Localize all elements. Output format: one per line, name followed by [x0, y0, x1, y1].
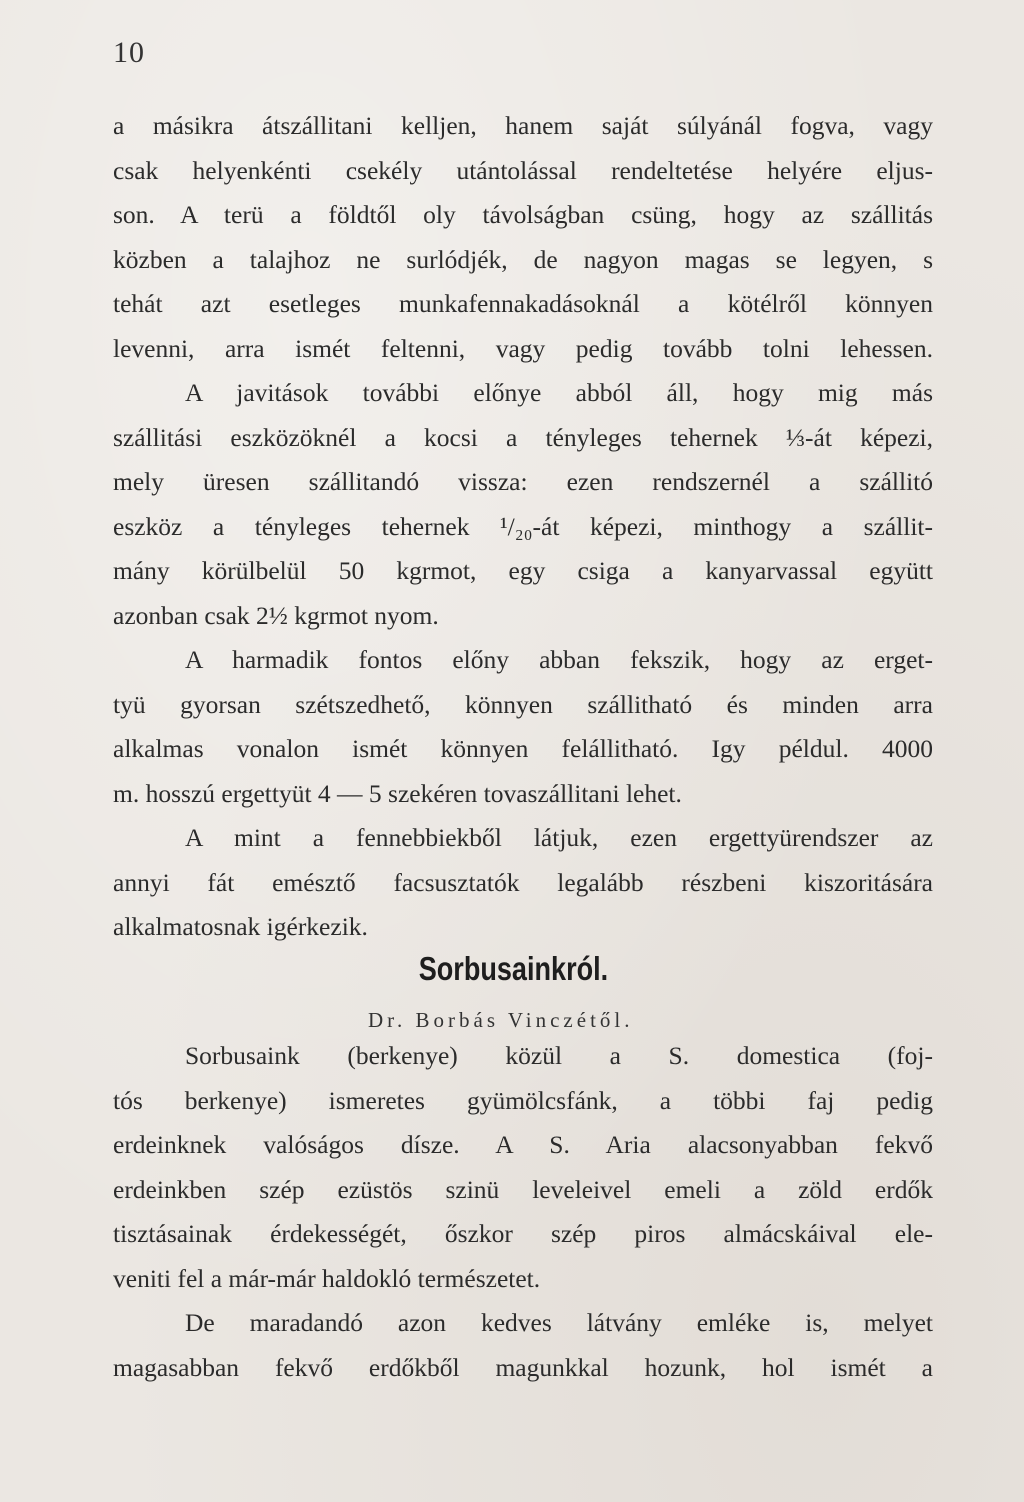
text-line: tehát azt esetleges munkafennakadásoknál a kötélről könnyen: [113, 289, 933, 318]
article-byline: Dr. Borbás Vinczétől.: [368, 1008, 634, 1032]
text-line: magasabban fekvő erdőkből magunkkal hozunk, hol ismét a: [113, 1352, 933, 1382]
text-line: tós berkenye) ismeretes gyümölcsfánk, a többi faj pedig: [113, 1085, 933, 1115]
paragraph-block-1: [113, 104, 933, 950]
text-line: csak helyenkénti csekély utántolással rendeltetése helyére eljus-: [113, 155, 933, 185]
text-line: erdeinknek valóságos dísze. A S. Aria alacsonyabban fekvő: [113, 1130, 933, 1159]
paragraph-block-2: [113, 1034, 933, 1390]
text-line: azonban csak 2½ kgrmot nyom.: [113, 600, 439, 630]
text-line: De maradandó azon kedves látvány emléke is, melyet: [185, 1308, 933, 1337]
text-line: m. hosszú ergettyüt 4 — 5 szekéren tovaszállitani lehet.: [113, 778, 682, 808]
text-line: alkalmas vonalon ismét könnyen felállitható. Igy példul. 4000: [113, 734, 933, 763]
text-line: veniti fel a már-már haldokló természetet.: [113, 1263, 541, 1293]
text-line: levenni, arra ismét feltenni, vagy pedig tovább tolni lehessen.: [113, 333, 933, 363]
text-line: közben a talajhoz ne surlódjék, de nagyon magas se legyen, s: [113, 244, 933, 274]
text-line: mány körülbelül 50 kgrmot, egy csiga a kanyarvassal együtt: [113, 556, 933, 585]
text-line: son. A terü a földtől oly távolságban csüng, hogy az szállitás: [113, 200, 933, 229]
text-line: eszköz a tényleges tehernek ¹/₂₀-át képezi, minthogy a szállit-: [113, 511, 933, 541]
text-line: tisztásainak érdekességét, őszkor szép piros almácskáival ele-: [113, 1219, 933, 1248]
text-line: A mint a fennebbiekből látjuk, ezen ergettyürendszer az: [185, 823, 933, 852]
text-line: Sorbusaink (berkenye) közül a S. domestica (foj-: [185, 1041, 933, 1070]
text-line: erdeinkben szép ezüstös szinü leveleivel emeli a zöld erdők: [113, 1174, 933, 1204]
article-title: Sorbusainkról.: [418, 950, 609, 987]
page-number: 10: [113, 36, 145, 69]
text-line: a másikra átszállitani kelljen, hanem saját súlyánál fogva, vagy: [113, 111, 933, 140]
text-line: A javitások további előnye abból áll, hogy mig más: [185, 378, 933, 407]
text-line: annyi fát emésztő facsusztatók legalább részbeni kiszoritására: [113, 867, 933, 897]
text-line: alkalmatosnak igérkezik.: [113, 912, 368, 941]
text-line: szállitási eszközöknél a kocsi a tényleges tehernek ⅓-át képezi,: [113, 422, 933, 452]
text-line: A harmadik fontos előny abban fekszik, hogy az erget-: [185, 645, 933, 674]
text-line: mely üresen szállitandó vissza: ezen rendszernél a szállitó: [113, 467, 933, 496]
text-line: tyü gyorsan szétszedhető, könnyen szállitható és minden arra: [113, 689, 933, 719]
